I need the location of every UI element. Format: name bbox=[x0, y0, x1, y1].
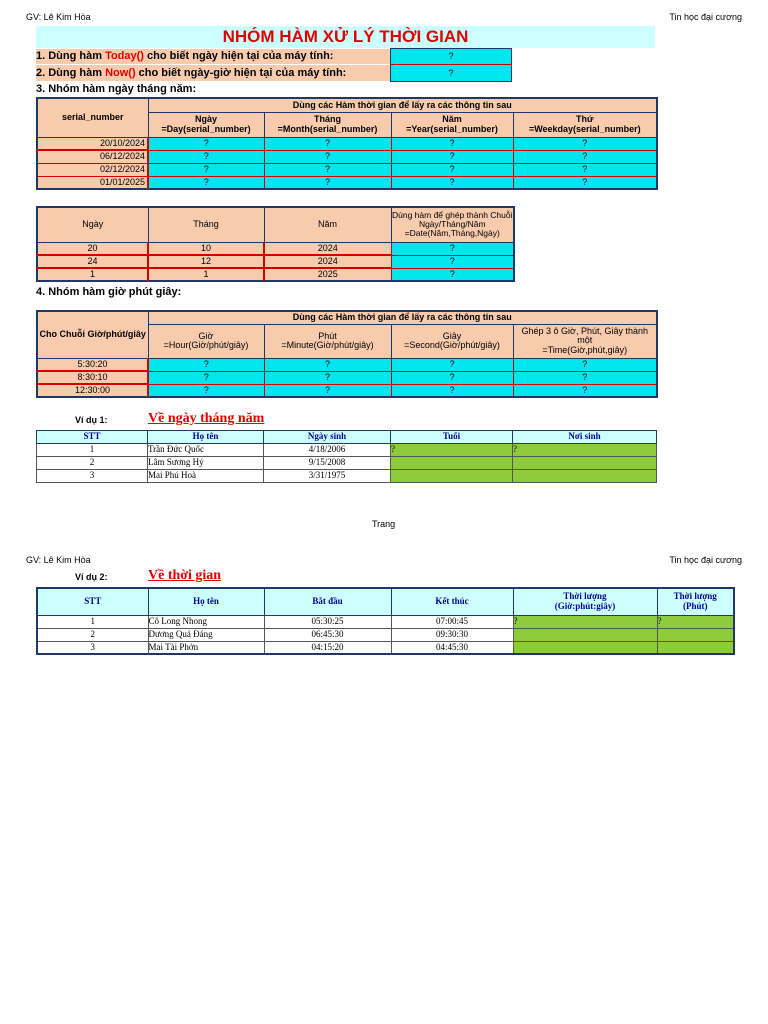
col-year-header: Năm bbox=[264, 207, 391, 242]
serial-cell[interactable]: 20/10/2024 bbox=[37, 137, 148, 150]
duration-min-cell[interactable] bbox=[657, 641, 734, 654]
table-row bbox=[37, 615, 734, 628]
month-cell[interactable]: 12 bbox=[148, 255, 264, 268]
result-cell[interactable]: ? bbox=[391, 371, 513, 384]
col-time-header: Ghép 3 ô Giờ, Phút, Giây thành một =Time(Giờ,phút,giây) bbox=[513, 324, 657, 358]
year-cell[interactable]: 2024 bbox=[264, 255, 391, 268]
result-cell[interactable]: ? bbox=[148, 137, 264, 150]
table-row bbox=[37, 150, 657, 163]
date-result-cell[interactable]: ? bbox=[391, 255, 514, 268]
col-dob-header: Ngày sinh bbox=[264, 431, 391, 444]
col-place-header: Nơi sinh bbox=[513, 431, 657, 444]
start-cell[interactable]: 06:45:30 bbox=[264, 628, 391, 641]
page2-header-right: Tin học đại cương bbox=[669, 555, 742, 565]
result-cell[interactable]: ? bbox=[264, 358, 391, 371]
result-cell[interactable]: ? bbox=[264, 176, 391, 189]
name-cell[interactable]: Cô Long Nhong bbox=[148, 615, 264, 628]
age-cell[interactable] bbox=[391, 470, 513, 483]
table-row bbox=[37, 163, 657, 176]
time-cell[interactable]: 8:30:10 bbox=[37, 371, 148, 384]
table-row bbox=[37, 470, 657, 483]
serial-cell[interactable]: 01/01/2025 bbox=[37, 176, 148, 189]
duration-hms-cell[interactable] bbox=[513, 628, 657, 641]
col-month-header: Tháng =Month(serial_number) bbox=[264, 112, 391, 137]
result-cell[interactable]: ? bbox=[148, 163, 264, 176]
col-day-header: Ngày =Day(serial_number) bbox=[148, 112, 264, 137]
place-cell[interactable]: ? bbox=[513, 444, 657, 457]
date-group-header: Dùng các Hàm thời gian để lấy ra các thông tin sau bbox=[148, 98, 657, 112]
result-cell[interactable]: ? bbox=[391, 358, 513, 371]
duration-hms-cell[interactable] bbox=[513, 641, 657, 654]
name-cell[interactable]: Trần Đức Quốc bbox=[148, 444, 264, 457]
header-right: Tin học đại cương bbox=[669, 12, 742, 22]
end-cell[interactable]: 09:30:30 bbox=[391, 628, 513, 641]
day-cell[interactable]: 24 bbox=[37, 255, 148, 268]
result-cell[interactable]: ? bbox=[391, 163, 513, 176]
stt-cell[interactable]: 1 bbox=[37, 444, 148, 457]
item1-fn: Today() bbox=[105, 50, 144, 62]
page-footer: Trang bbox=[372, 519, 396, 529]
col-hour-header: Giờ =Hour(Giờ/phút/giây) bbox=[148, 324, 264, 358]
item1-label bbox=[36, 49, 390, 64]
example1-title: Về ngày tháng năm bbox=[148, 411, 265, 426]
start-cell[interactable]: 05:30:25 bbox=[264, 615, 391, 628]
month-cell[interactable]: 10 bbox=[148, 242, 264, 255]
start-cell[interactable]: 04:15:20 bbox=[264, 641, 391, 654]
name-cell[interactable]: Mai Phú Hoà bbox=[148, 470, 264, 483]
item2-pre: 2. Dùng hàm bbox=[36, 67, 106, 79]
date-result-cell[interactable]: ? bbox=[391, 268, 514, 281]
result-cell[interactable]: ? bbox=[148, 384, 264, 397]
serial-cell[interactable]: 06/12/2024 bbox=[37, 150, 148, 163]
duration-min-cell[interactable] bbox=[657, 628, 734, 641]
result-cell[interactable]: ? bbox=[264, 137, 391, 150]
col-minute-header: Phút =Minute(Giờ/phút/giây) bbox=[264, 324, 391, 358]
table-row bbox=[37, 457, 657, 470]
serial-cell[interactable]: 02/12/2024 bbox=[37, 163, 148, 176]
result-cell[interactable]: ? bbox=[264, 163, 391, 176]
year-cell[interactable]: 2024 bbox=[264, 242, 391, 255]
time-string-header: Cho Chuỗi Giờ/phút/giây bbox=[37, 311, 148, 358]
serial-number-header: serial_number bbox=[37, 98, 148, 137]
result-cell[interactable]: ? bbox=[391, 137, 513, 150]
time-cell[interactable]: 5:30:20 bbox=[37, 358, 148, 371]
stt-cell[interactable]: 2 bbox=[37, 457, 148, 470]
date-functions-table bbox=[36, 97, 658, 190]
table-row bbox=[37, 176, 657, 189]
duration-hms-cell[interactable]: ? bbox=[513, 615, 657, 628]
stt-cell[interactable]: 1 bbox=[37, 615, 148, 628]
table-row bbox=[37, 641, 734, 654]
table-row bbox=[37, 628, 734, 641]
section3-label: 3. Nhóm hàm ngày tháng năm: bbox=[36, 83, 197, 95]
result-cell[interactable]: ? bbox=[513, 384, 657, 397]
example1-label: Ví dụ 1: bbox=[75, 415, 108, 425]
result-cell[interactable]: ? bbox=[513, 137, 657, 150]
compose-date-table bbox=[36, 206, 515, 282]
item2-fn: Now() bbox=[105, 67, 136, 79]
col-start-header: Bắt đầu bbox=[264, 588, 391, 615]
result-cell[interactable]: ? bbox=[513, 358, 657, 371]
age-cell[interactable]: ? bbox=[391, 444, 513, 457]
month-cell[interactable]: 1 bbox=[148, 268, 264, 281]
end-cell[interactable]: 04:45:30 bbox=[391, 641, 513, 654]
table-row bbox=[37, 384, 657, 397]
col-end-header: Kết thúc bbox=[391, 588, 513, 615]
time-group-header: Dùng các Hàm thời gian để lấy ra các thông tin sau bbox=[148, 311, 657, 324]
col-stt-header: STT bbox=[37, 431, 148, 444]
result-cell[interactable]: ? bbox=[148, 358, 264, 371]
result-cell[interactable]: ? bbox=[148, 150, 264, 163]
result-cell[interactable]: ? bbox=[513, 371, 657, 384]
end-cell[interactable]: 07:00:45 bbox=[391, 615, 513, 628]
result-cell[interactable]: ? bbox=[513, 163, 657, 176]
table-row bbox=[37, 444, 657, 457]
day-cell[interactable]: 1 bbox=[37, 268, 148, 281]
result-cell[interactable]: ? bbox=[148, 176, 264, 189]
result-cell[interactable]: ? bbox=[513, 176, 657, 189]
dob-cell[interactable]: 3/31/1975 bbox=[264, 470, 391, 483]
dob-cell[interactable]: 9/15/2008 bbox=[264, 457, 391, 470]
example2-title: Về thời gian bbox=[148, 568, 222, 583]
result-cell[interactable]: ? bbox=[148, 371, 264, 384]
place-cell[interactable] bbox=[513, 470, 657, 483]
header-left: GV: Lê Kim Hòa bbox=[26, 12, 91, 22]
name-cell[interactable]: Mai Tài Phởn bbox=[148, 641, 264, 654]
result-cell[interactable]: ? bbox=[513, 150, 657, 163]
item2-label bbox=[36, 65, 390, 81]
item1-pre: 1. Dùng hàm bbox=[36, 50, 106, 62]
dob-cell[interactable]: 4/18/2006 bbox=[264, 444, 391, 457]
col-date-header: Dùng hàm để ghép thành Chuỗi Ngày/Tháng/Năm =Date(Năm,Tháng,Ngày) bbox=[391, 207, 514, 242]
time-cell[interactable]: 12:30:00 bbox=[37, 384, 148, 397]
example2-label: Ví dụ 2: bbox=[75, 572, 108, 582]
col-weekday-header: Thứ =Weekday(serial_number) bbox=[513, 112, 657, 137]
result-cell[interactable]: ? bbox=[264, 371, 391, 384]
example1-table bbox=[36, 430, 657, 483]
col-month-header: Tháng bbox=[148, 207, 264, 242]
col-duration-hms-header: Thời lượng (Giờ:phút:giây) bbox=[513, 588, 657, 615]
table-row bbox=[37, 268, 514, 281]
result-cell[interactable]: ? bbox=[264, 384, 391, 397]
stt-cell[interactable]: 3 bbox=[37, 470, 148, 483]
result-cell[interactable]: ? bbox=[391, 176, 513, 189]
example2-table bbox=[36, 587, 735, 655]
name-cell[interactable]: Lâm Sương Hý bbox=[148, 457, 264, 470]
day-cell[interactable]: 20 bbox=[37, 242, 148, 255]
year-cell[interactable]: 2025 bbox=[264, 268, 391, 281]
item2-value-cell[interactable]: ? bbox=[390, 65, 512, 82]
date-result-cell[interactable]: ? bbox=[391, 242, 514, 255]
table-row bbox=[37, 242, 514, 255]
stt-cell[interactable]: 3 bbox=[37, 641, 148, 654]
stt-cell[interactable]: 2 bbox=[37, 628, 148, 641]
col-duration-min-header: Thời lượng (Phút) bbox=[657, 588, 734, 615]
item2-post: cho biết ngày-giờ hiện tại của máy tính: bbox=[135, 67, 347, 79]
name-cell[interactable]: Dương Quá Đáng bbox=[148, 628, 264, 641]
result-cell[interactable]: ? bbox=[391, 384, 513, 397]
item1-value-cell[interactable]: ? bbox=[390, 48, 512, 65]
page2-header-left: GV: Lê Kim Hòa bbox=[26, 555, 91, 565]
place-cell[interactable] bbox=[513, 457, 657, 470]
result-cell[interactable]: ? bbox=[264, 150, 391, 163]
table-row bbox=[37, 137, 657, 150]
time-functions-table bbox=[36, 310, 658, 398]
col-name-header: Họ tên bbox=[148, 431, 264, 444]
table-row bbox=[37, 358, 657, 371]
table-row bbox=[37, 255, 514, 268]
item1-post: cho biết ngày hiện tại của máy tính: bbox=[143, 50, 334, 62]
col-year-header: Năm =Year(serial_number) bbox=[391, 112, 513, 137]
col-second-header: Giây =Second(Giờ/phút/giây) bbox=[391, 324, 513, 358]
col-day-header: Ngày bbox=[37, 207, 148, 242]
duration-min-cell[interactable]: ? bbox=[657, 615, 734, 628]
result-cell[interactable]: ? bbox=[391, 150, 513, 163]
col-stt-header: STT bbox=[37, 588, 148, 615]
page-title: NHÓM HÀM XỬ LÝ THỜI GIAN bbox=[36, 26, 655, 48]
table-row bbox=[37, 371, 657, 384]
col-name-header: Họ tên bbox=[148, 588, 264, 615]
col-age-header: Tuổi bbox=[391, 431, 513, 444]
age-cell[interactable] bbox=[391, 457, 513, 470]
section4-label: 4. Nhóm hàm giờ phút giây: bbox=[36, 286, 182, 298]
